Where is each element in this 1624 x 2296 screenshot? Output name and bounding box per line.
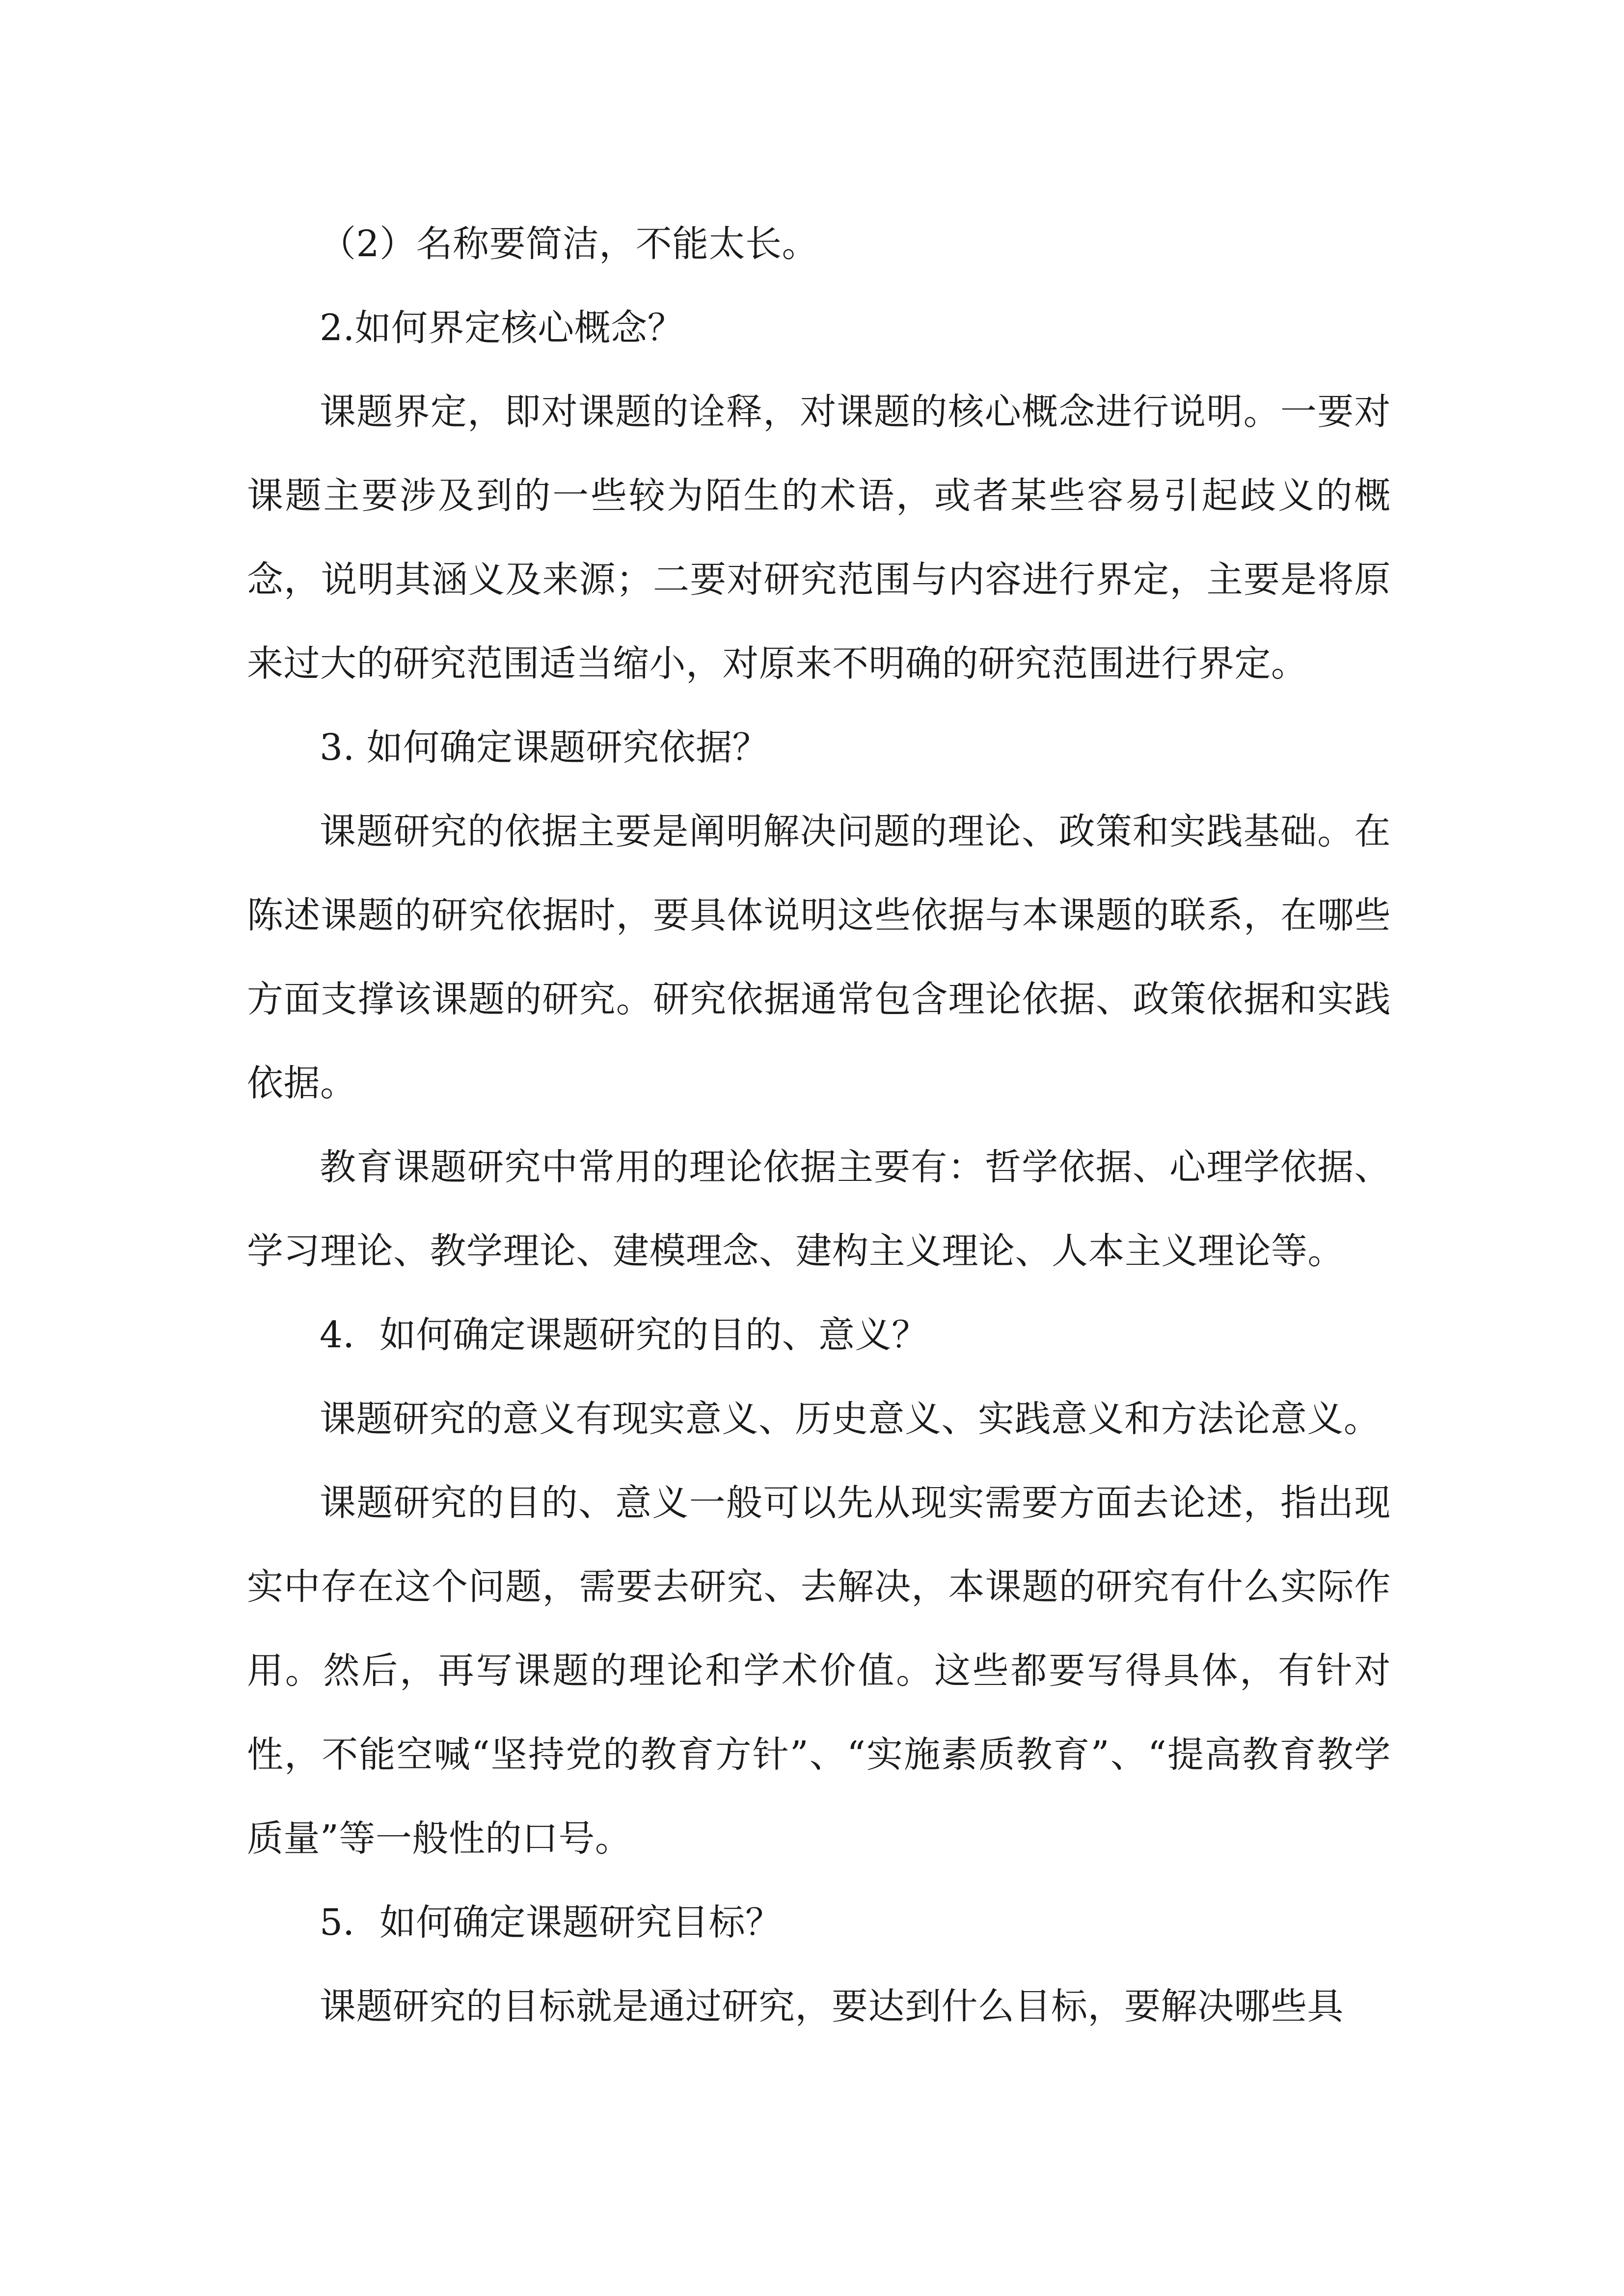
paragraph-research-goal: 课题研究的目标就是通过研究，要达到什么目标，要解决哪些具	[320, 1985, 1344, 2028]
document-body	[247, 202, 1391, 2049]
paragraph-research-basis: 课题研究的依据主要是阐明解决问题的理论、政策和实践基础。在陈述课题的研究依据时，要具体说明这些依据与本课题的联系，在哪些方面支撑该课题的研究。研究依据通常包含理论依据、政策依据和实践依据。	[247, 810, 1391, 1104]
paragraph-core-concept: 课题界定，即对课题的诠释，对课题的核心概念进行说明。一要对课题主要涉及到的一些较为陌生的术语，或者某些容易引起歧义的概念，说明其涵义及来源；二要对研究范围与内容进行界定，主要是将原来过大的研究范围适当缩小，对原来不明确的研究范围进行界定。	[247, 391, 1391, 685]
heading-research-basis: 3. 如何确定课题研究依据？	[320, 726, 769, 769]
heading-purpose-significance: 4．如何确定课题研究的目的、意义？	[320, 1314, 928, 1356]
paragraph-significance-types: 课题研究的意义有现实意义、历史意义、实践意义和方法论意义。	[320, 1398, 1380, 1440]
paragraph-purpose-detail: 课题研究的目的、意义一般可以先从现实需要方面去论述，指出现实中存在这个问题，需要去研究、去解决，本课题的研究有什么实际作用。然后，再写课题的理论和学术价值。这些都要写得具体，有针对性，不能空喊“坚持党的教育方针”、“实施素质教育”、“提高教育教学质量”等一般性的口号。	[247, 1482, 1391, 1860]
heading-core-concept: 2.如何界定核心概念？	[320, 307, 684, 349]
paragraph-name-concise: （2）名称要简洁，不能太长。	[320, 223, 819, 265]
heading-research-goal: 5．如何确定课题研究目标？	[320, 1901, 782, 1944]
paragraph-theory-basis: 教育课题研究中常用的理论依据主要有：哲学依据、心理学依据、学习理论、教学理论、建模理念、建构主义理论、人本主义理论等。	[247, 1146, 1391, 1272]
